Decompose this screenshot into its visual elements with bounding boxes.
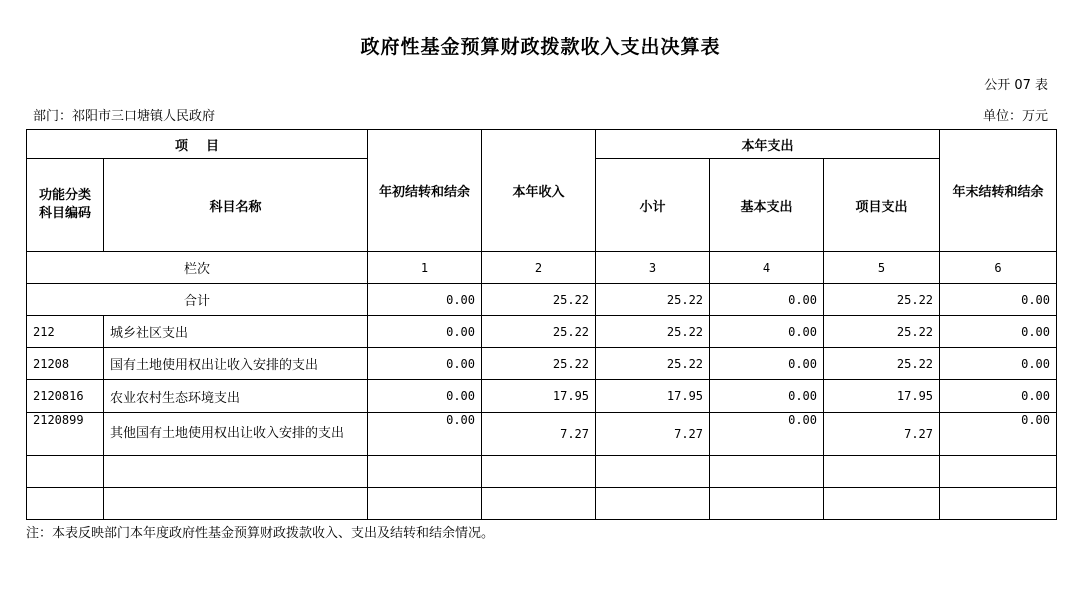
column-index: 2 (482, 252, 596, 284)
table-cell: 0.00 (940, 380, 1057, 413)
unit-label: 单位：万元 (982, 109, 1048, 124)
table-cell: 0.00 (368, 348, 482, 380)
table-cell: 0.00 (368, 284, 482, 316)
table-cell: 25.22 (482, 284, 596, 316)
empty-row (27, 456, 1057, 488)
table-cell: 0.00 (710, 380, 824, 413)
table-cell: 25.22 (824, 284, 940, 316)
header-subtotal: 小计 (596, 159, 710, 252)
header-basic: 基本支出 (710, 159, 824, 252)
footnote: 注：本表反映部门本年度政府性基金预算财政拨款收入、支出及结转和结余情况。 (26, 526, 495, 541)
table-cell: 7.27 (596, 413, 710, 456)
table-cell: 25.22 (482, 316, 596, 348)
func-code-cell: 2120816 (27, 380, 104, 413)
table-cell: 0.00 (368, 413, 482, 456)
table-cell: 7.27 (482, 413, 596, 456)
table-cell: 25.22 (824, 348, 940, 380)
table-cell: 25.22 (596, 284, 710, 316)
column-index: 4 (710, 252, 824, 284)
header-item: 项 目 (27, 130, 368, 159)
table-cell: 0.00 (368, 380, 482, 413)
func-code-cell: 21208 (27, 348, 104, 380)
table-cell: 25.22 (824, 316, 940, 348)
table-row (27, 413, 1057, 456)
table-cell: 0.00 (940, 348, 1057, 380)
table-cell: 25.22 (596, 348, 710, 380)
header-subject-name: 科目名称 (104, 159, 368, 252)
subject-name-cell: 国有土地使用权出让收入安排的支出 (104, 348, 368, 380)
table-cell: 25.22 (596, 316, 710, 348)
table-cell: 0.00 (710, 413, 824, 456)
total-label: 合计 (27, 284, 368, 316)
column-index-row (27, 252, 1057, 284)
header-func-code: 功能分类科目编码 (27, 159, 104, 252)
budget-table (26, 129, 1057, 520)
column-index: 3 (596, 252, 710, 284)
total-row (27, 284, 1057, 316)
table-cell: 7.27 (824, 413, 940, 456)
table-cell: 0.00 (710, 348, 824, 380)
department-label: 部门：祁阳市三口塘镇人民政府 (33, 109, 216, 124)
subject-name-cell: 农业农村生态环境支出 (104, 380, 368, 413)
table-cell: 25.22 (482, 348, 596, 380)
table-row (27, 348, 1057, 380)
subject-name-cell: 其他国有土地使用权出让收入安排的支出 (104, 413, 368, 456)
column-index-label: 栏次 (27, 252, 368, 284)
subject-name-cell: 城乡社区支出 (104, 316, 368, 348)
table-row (27, 380, 1057, 413)
table-cell: 0.00 (940, 284, 1057, 316)
table-cell: 0.00 (940, 413, 1057, 456)
func-code-cell: 2120899 (27, 413, 104, 456)
column-index: 6 (940, 252, 1057, 284)
empty-row (27, 488, 1057, 520)
header-income: 本年收入 (482, 130, 596, 252)
header-expenditure: 本年支出 (596, 130, 940, 159)
header-project: 项目支出 (824, 159, 940, 252)
table-cell: 17.95 (824, 380, 940, 413)
func-code-cell: 212 (27, 316, 104, 348)
column-index: 1 (368, 252, 482, 284)
table-row (27, 316, 1057, 348)
table-cell: 0.00 (940, 316, 1057, 348)
table-cell: 0.00 (710, 284, 824, 316)
report-title: 政府性基金预算财政拨款收入支出决算表 (360, 36, 721, 58)
table-cell: 17.95 (482, 380, 596, 413)
table-cell: 0.00 (368, 316, 482, 348)
header-beginning-balance: 年初结转和结余 (368, 130, 482, 252)
column-index: 5 (824, 252, 940, 284)
header-ending-balance: 年末结转和结余 (940, 130, 1057, 252)
form-number: 公开 07 表 (984, 78, 1048, 93)
table-cell: 0.00 (710, 316, 824, 348)
table-cell: 17.95 (596, 380, 710, 413)
